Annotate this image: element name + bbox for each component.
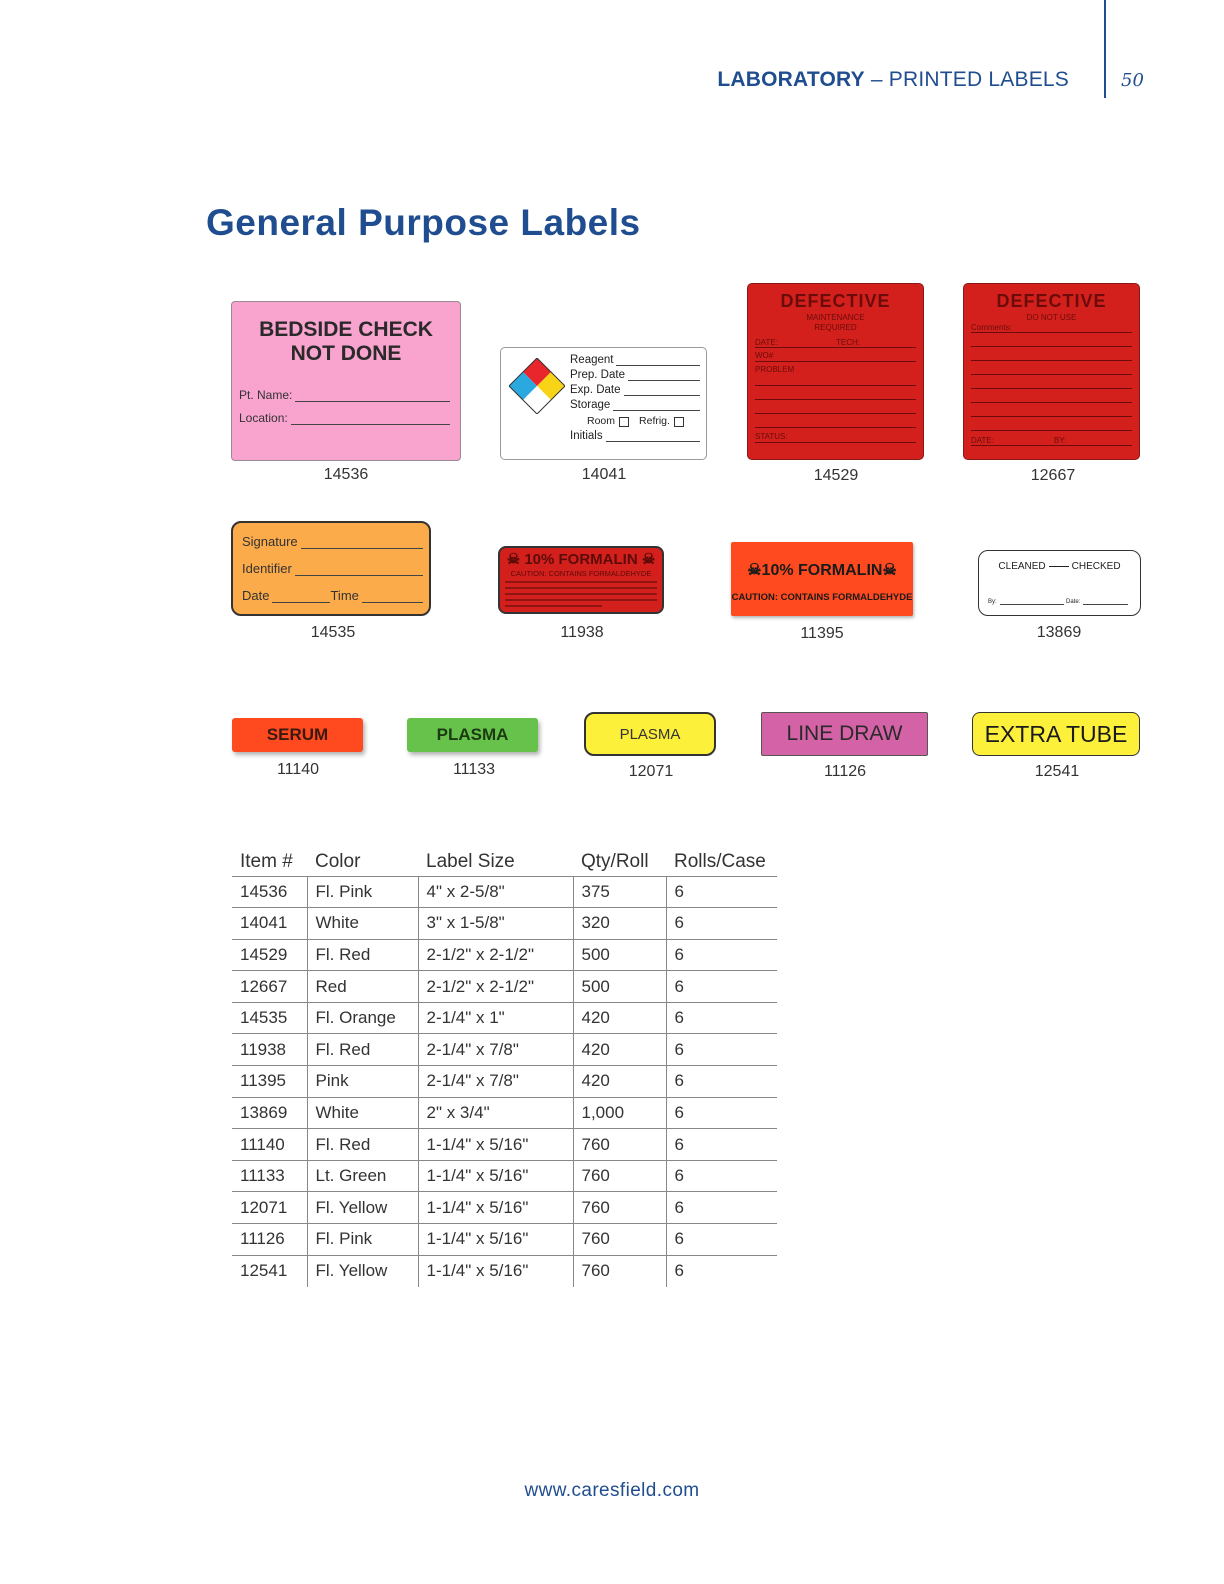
label-field-by: BY: xyxy=(1054,436,1067,445)
checkbox-icon xyxy=(619,417,629,427)
cell-color: Fl. Yellow xyxy=(307,1255,418,1287)
column-header-label-size: Label Size xyxy=(418,848,573,876)
label-field-initials xyxy=(570,430,700,442)
checkbox-icon xyxy=(674,417,684,427)
cell-color: White xyxy=(307,908,418,940)
cell-qty-roll: 420 xyxy=(573,1002,666,1034)
item-number-14529: 14529 xyxy=(813,467,859,484)
cell-rolls-case: 6 xyxy=(666,971,777,1003)
label-14041 xyxy=(500,347,707,460)
item-number-13869: 13869 xyxy=(1036,624,1082,641)
field-label: Room xyxy=(587,415,616,427)
label-field-wo: WO# xyxy=(755,351,774,360)
cell-rolls-case: 6 xyxy=(666,1224,777,1256)
item-number-12071: 12071 xyxy=(628,763,674,780)
label-13869 xyxy=(978,550,1141,616)
cell-label-size: 2-1/2" x 2-1/2" xyxy=(418,939,573,971)
item-number-14536: 14536 xyxy=(323,466,369,483)
label-field-by xyxy=(988,595,1064,605)
cell-color: Fl. Red xyxy=(307,1129,418,1161)
label-field-pt-name xyxy=(239,388,450,402)
label-11395 xyxy=(731,542,913,616)
cell-color: Fl. Yellow xyxy=(307,1192,418,1224)
item-number-11133: 11133 xyxy=(452,761,496,778)
field-label: Time xyxy=(330,588,359,603)
cell-qty-roll: 375 xyxy=(573,876,666,908)
cell-item: 11133 xyxy=(232,1160,307,1192)
cell-label-size: 2-1/2" x 2-1/2" xyxy=(418,971,573,1003)
table-row xyxy=(232,1255,777,1287)
label-field-date-time xyxy=(242,588,423,603)
field-label: Pt. Name: xyxy=(239,388,293,402)
table-header-row xyxy=(232,848,777,876)
cell-color: Fl. Pink xyxy=(307,1224,418,1256)
label-field-location xyxy=(239,411,450,425)
cell-item: 11938 xyxy=(232,1034,307,1066)
label-heading: ☠ 10% FORMALIN ☠ xyxy=(506,551,656,568)
table-row xyxy=(232,1192,777,1224)
cell-color: Fl. Red xyxy=(307,1034,418,1066)
label-heading-line1: BEDSIDE CHECK xyxy=(259,318,433,341)
label-12071: PLASMA xyxy=(584,712,716,756)
label-subheading: REQUIRED xyxy=(814,323,857,332)
label-heading xyxy=(232,318,460,366)
table-row xyxy=(232,1160,777,1192)
cell-rolls-case: 6 xyxy=(666,908,777,940)
page-number: 50 xyxy=(1121,70,1144,91)
table-row xyxy=(232,939,777,971)
field-label: Initials xyxy=(570,430,603,442)
page-title: General Purpose Labels xyxy=(206,202,641,243)
cell-item: 12071 xyxy=(232,1192,307,1224)
cell-qty-roll: 420 xyxy=(573,1066,666,1098)
field-label: Storage xyxy=(570,399,611,411)
label-11126: LINE DRAW xyxy=(761,712,928,756)
cell-qty-roll: 320 xyxy=(573,908,666,940)
field-label: Identifier xyxy=(242,561,292,576)
label-14535 xyxy=(231,521,431,616)
cell-qty-roll: 760 xyxy=(573,1224,666,1256)
label-field-date: DATE: xyxy=(755,338,778,347)
section-header-bold: LABORATORY xyxy=(717,68,865,91)
label-field-tech: TECH: xyxy=(836,338,860,347)
label-cleaned: CLEANED xyxy=(998,561,1046,572)
label-subheading: DO NOT USE xyxy=(1026,313,1077,322)
cell-label-size: 2-1/4" x 7/8" xyxy=(418,1066,573,1098)
label-caution: CAUTION: CONTAINS FORMALDEHYDE xyxy=(731,592,913,603)
cell-label-size: 4" x 2-5/8" xyxy=(418,876,573,908)
label-field-date: DATE: xyxy=(971,436,994,445)
cell-item: 14529 xyxy=(232,939,307,971)
cell-qty-roll: 760 xyxy=(573,1192,666,1224)
cell-item: 11140 xyxy=(232,1129,307,1161)
table-row xyxy=(232,876,777,908)
field-label: Refrig. xyxy=(639,415,670,427)
cell-rolls-case: 6 xyxy=(666,939,777,971)
column-header-item: Item # xyxy=(232,848,307,876)
cell-item: 11395 xyxy=(232,1066,307,1098)
cell-qty-roll: 760 xyxy=(573,1160,666,1192)
label-subheading: MAINTENANCE xyxy=(806,313,865,322)
cell-color: Fl. Red xyxy=(307,939,418,971)
label-11938 xyxy=(498,546,664,614)
section-header-rest: PRINTED LABELS xyxy=(888,68,1069,91)
label-field-identifier xyxy=(242,561,423,576)
cell-color: Fl. Orange xyxy=(307,1002,418,1034)
label-field-status: STATUS: xyxy=(755,432,788,441)
label-heading xyxy=(979,561,1140,572)
cell-rolls-case: 6 xyxy=(666,1066,777,1098)
table-row xyxy=(232,1129,777,1161)
cell-label-size: 2-1/4" x 7/8" xyxy=(418,1034,573,1066)
header-divider xyxy=(1104,0,1106,98)
cell-rolls-case: 6 xyxy=(666,1034,777,1066)
field-label: Prep. Date xyxy=(570,369,625,381)
cell-label-size: 1-1/4" x 5/16" xyxy=(418,1160,573,1192)
column-header-qty-roll: Qty/Roll xyxy=(573,848,666,876)
table-row xyxy=(232,971,777,1003)
field-label: Date xyxy=(242,588,270,603)
label-field-date xyxy=(1066,595,1128,605)
cell-color: Pink xyxy=(307,1066,418,1098)
table-body xyxy=(232,876,777,1287)
label-field-reagent xyxy=(570,354,700,366)
item-number-14535: 14535 xyxy=(310,624,356,641)
cell-label-size: 1-1/4" x 5/16" xyxy=(418,1192,573,1224)
nfpa-diamond-icon xyxy=(509,358,565,414)
table-row xyxy=(232,1002,777,1034)
cell-item: 14536 xyxy=(232,876,307,908)
item-number-14041: 14041 xyxy=(581,466,627,483)
label-14529 xyxy=(747,283,924,460)
cell-color: Red xyxy=(307,971,418,1003)
label-checked: CHECKED xyxy=(1071,561,1121,572)
label-14536 xyxy=(231,301,461,461)
section-header-separator: – xyxy=(870,68,883,91)
cell-rolls-case: 6 xyxy=(666,1002,777,1034)
label-heading: DEFECTIVE xyxy=(780,291,891,311)
cell-label-size: 1-1/4" x 5/16" xyxy=(418,1129,573,1161)
label-11133: PLASMA xyxy=(407,718,538,752)
cell-qty-roll: 760 xyxy=(573,1255,666,1287)
field-label: Signature xyxy=(242,534,298,549)
cell-item: 11126 xyxy=(232,1224,307,1256)
item-number-12541: 12541 xyxy=(1034,763,1080,780)
item-number-11140: 11140 xyxy=(276,761,320,778)
label-11140: SERUM xyxy=(232,718,363,752)
cell-label-size: 2-1/4" x 1" xyxy=(418,1002,573,1034)
label-field-comments: Comments: xyxy=(971,323,1012,332)
field-label: Location: xyxy=(239,411,288,425)
item-number-11126: 11126 xyxy=(823,763,867,780)
cell-qty-roll: 500 xyxy=(573,971,666,1003)
item-number-12667: 12667 xyxy=(1030,467,1076,484)
cell-rolls-case: 6 xyxy=(666,876,777,908)
table-row xyxy=(232,1224,777,1256)
cell-item: 12541 xyxy=(240,1261,288,1281)
cell-item: 12667 xyxy=(232,971,307,1003)
label-heading-line2: NOT DONE xyxy=(290,342,402,365)
item-number-11395: 11395 xyxy=(800,625,844,642)
cell-qty-roll: 420 xyxy=(573,1034,666,1066)
cell-color: White xyxy=(307,1097,418,1129)
cell-label-size: 1-1/4" x 5/16" xyxy=(418,1224,573,1256)
cell-rolls-case: 6 xyxy=(666,1192,777,1224)
cell-label-size: 2" x 3/4" xyxy=(418,1097,573,1129)
label-12541: EXTRA TUBE xyxy=(972,712,1140,756)
label-field-room-refrig xyxy=(587,415,684,427)
label-heading: DEFECTIVE xyxy=(996,291,1107,311)
cell-item: 13869 xyxy=(232,1097,307,1129)
table-row xyxy=(232,1066,777,1098)
cell-qty-roll: 1,000 xyxy=(573,1097,666,1129)
label-caution: CAUTION: CONTAINS FORMALDEHYDE xyxy=(510,569,652,578)
table-row xyxy=(232,908,777,940)
cell-color: Fl. Pink xyxy=(307,876,418,908)
footer-url: www.caresfield.com xyxy=(524,1480,700,1501)
label-heading: ☠10% FORMALIN☠ xyxy=(747,562,897,579)
label-field-storage xyxy=(570,399,700,411)
cell-rolls-case: 6 xyxy=(666,1160,777,1192)
cell-qty-roll: 500 xyxy=(573,939,666,971)
item-number-11938: 11938 xyxy=(560,624,604,641)
field-label: Date: xyxy=(1066,599,1081,605)
label-field-prep-date xyxy=(570,369,700,381)
label-field-exp-date xyxy=(570,384,700,396)
table-row xyxy=(232,1097,777,1129)
cell-rolls-case: 6 xyxy=(666,1129,777,1161)
field-label: Reagent xyxy=(570,354,614,366)
column-header-rolls-case: Rolls/Case xyxy=(666,848,777,876)
cell-item: 14535 xyxy=(232,1002,307,1034)
field-label: By: xyxy=(988,599,997,605)
field-label: Exp. Date xyxy=(570,384,621,396)
cell-rolls-case: 6 xyxy=(666,1255,777,1287)
column-header-color: Color xyxy=(307,848,418,876)
label-field-problem: PROBLEM xyxy=(755,365,795,374)
label-12667 xyxy=(963,283,1140,460)
cell-color: Lt. Green xyxy=(307,1160,418,1192)
cell-label-size: 1-1/4" x 5/16" xyxy=(418,1255,573,1287)
table-row xyxy=(232,1034,777,1066)
label-field-signature xyxy=(242,534,423,549)
cell-rolls-case: 6 xyxy=(666,1097,777,1129)
cell-item: 14041 xyxy=(232,908,307,940)
cell-label-size: 3" x 1-5/8" xyxy=(418,908,573,940)
spec-table xyxy=(232,848,777,1287)
cell-qty-roll: 760 xyxy=(573,1129,666,1161)
section-header xyxy=(717,68,1069,92)
